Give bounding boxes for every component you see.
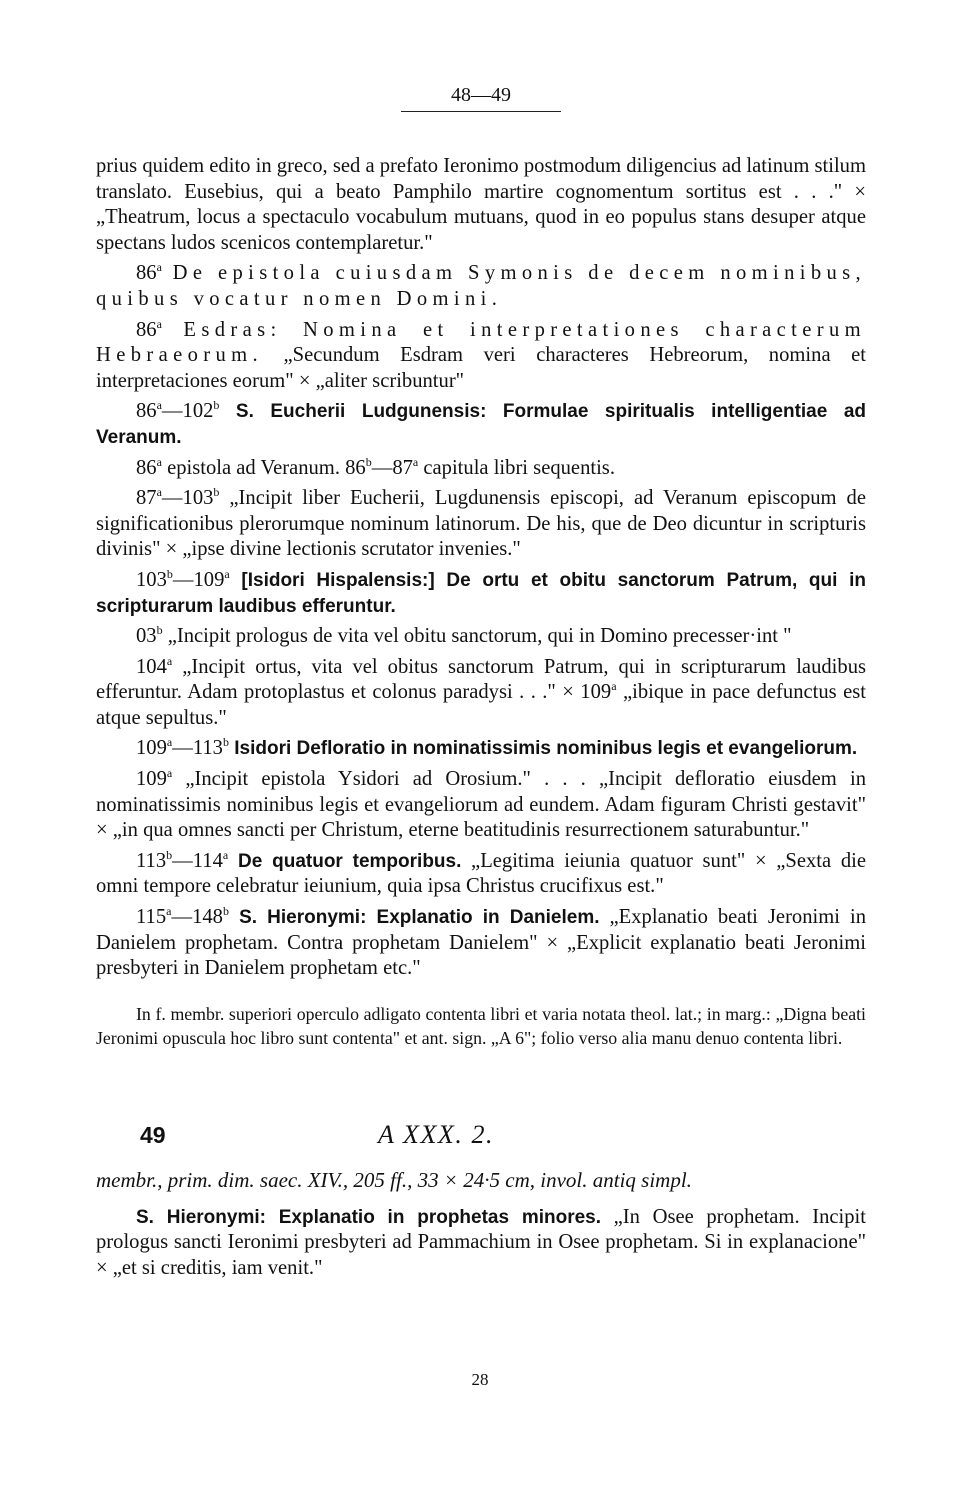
paragraph: 03$^b$ „Incipit prologus de vita vel obitu sanctorum, qui in Domino precesser·int " xyxy=(136,623,792,648)
paragraph: 104$^a$ „Incipit ortus, vita vel obitus sanctorum Patrum, qui in scripturarum laudibus efferuntur. Adam protoplastus et colonus paradysi . . ." × $109^a$ „ibique in pace defunctus est atque sepultus." xyxy=(96,653,866,729)
paragraph: 109$^a$—113$^b$ Isidori Defloratio in nominatissimis nominibus legis et evangeliorum. xyxy=(136,735,858,760)
entry-number: 49 xyxy=(140,1121,166,1148)
page xyxy=(96,84,866,1302)
paragraph: 87$^a$—103$^b$ „Incipit liber Eucherii, Lugdunensis episcopi, ad Veranum episcopum de significationibus plerorumque nominum latinorum. De his, que de Deo dicuntur in scripturis divinis" × „ipse divine lectionis scrutator invenies." xyxy=(96,485,866,561)
paragraph: prius quidem edito in greco, sed a prefato Ieronimo postmodum diligencius ad latinum stilum translato. Eusebius, qui a beato Pamphilo martire cognomentum sortitus est . . ." × „Theatrum, locus a spectaculo vocabulum mutuans, quod in eo populus stans desuper atque spectans ludos scenicos contemplaretur." xyxy=(96,155,866,254)
paragraph: 103$^b$—109$^a$ [Isidori Hispalensis:] De ortu et obitu sanctorum Patrum, qui in scripturarum laudibus efferuntur. xyxy=(96,567,866,617)
paragraph: 86$^a$—102$^b$ S. Eucherii Ludgunensis: Formulae spiritualis intelligentiae ad Veranum. xyxy=(96,398,866,448)
entry-signature: A XXX. 2. xyxy=(378,1119,495,1149)
provenance-note: In f. membr. superiori operculo adligato contenta libri et varia notata theol. lat.; in marg.: „Digna beati Jeronimi opuscula hoc libro sunt contenta" et ant. sign. „A 6"; folio verso alia manu denuo contenta libri. xyxy=(96,1003,866,1048)
paragraph: 113$^b$—114$^a$ De quatuor temporibus. „Legitima ieiunia quatuor sunt" × „Sexta die omni tempore celebratur ieiunium, quia ipsa Christus crucifixus est." xyxy=(96,847,866,898)
paragraph: 86$^a$ epistola ad Veranum. 86$^b$—87$^a$ capitula libri sequentis. xyxy=(136,454,615,479)
entry-description: membr., prim. dim. saec. XIV., 205 ff., 33 × 24·5 cm, invol. antiq simpl. xyxy=(96,1167,692,1192)
entry-heading xyxy=(96,1120,866,1150)
paragraph: 86$^a$ De epistola cuiusdam Symonis de decem nominibus, quibus vocatur nomen Domini. xyxy=(96,260,866,310)
running-header: 48—49 xyxy=(96,84,866,112)
entry-content: S. Hieronymi: Explanatio in prophetas minores. „In Osee prophetam. Incipit prologus sancti Ieronimi presbyteri ad Pammachium in Osee prophetam. Si in explanacione" × „et si creditis, iam venit." xyxy=(96,1205,866,1279)
paragraph: 86$^a$ Esdras: Nomina et interpretationes characterum Hebraeorum. „Secundum Esdram veri characteres Hebreorum, nomina et interpretaciones eorum" × „aliter scribuntur" xyxy=(96,316,866,392)
paragraph: 115$^a$—148$^b$ S. Hieronymi: Explanatio in Danielem. „Explanatio beati Jeronimi in Danielem prophetam. Contra prophetam Danielem" × „Explicit explanatio beati Jeronimi presbyteri in Danielem prophetam etc." xyxy=(96,904,866,980)
catalog-body xyxy=(96,154,866,982)
page-number: 28 xyxy=(471,1370,489,1389)
paragraph: 109$^a$ „Incipit epistola Ysidori ad Orosium." . . . „Incipit defloratio eiusdem in nominatissimis nominibus legis et evangeliorum ad eundem. Adam figuram Christi gestavit" × „in qua omnes sancti per Christum, eterne beatitudinis resurrectionem saturabuntur." xyxy=(96,766,866,842)
